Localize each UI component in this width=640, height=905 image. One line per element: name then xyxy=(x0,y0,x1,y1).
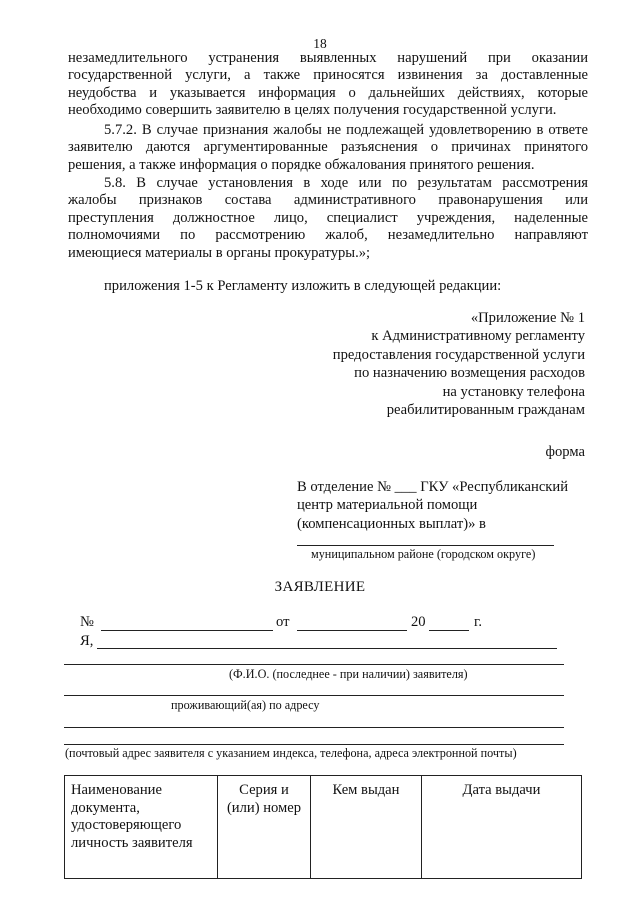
appendix-header-line: по назначению возмещения расходов xyxy=(354,365,585,382)
addressee-line: (компенсационных выплат)» в xyxy=(297,515,486,532)
appendix-statement: приложения 1-5 к Регламенту изложить в следующей редакции: xyxy=(104,278,502,294)
table-header-cell: Кем выдан xyxy=(311,776,422,879)
identity-document-table xyxy=(64,775,582,879)
paragraph-line: 5.8. В случае установления в ходе или по результатам рассмотрения xyxy=(104,175,588,191)
address-blank-line-3[interactable] xyxy=(64,744,564,745)
page-number: 18 xyxy=(313,36,327,51)
paragraph-line: полномочиями по рассмотрению жалоб, незамедлительно направляют xyxy=(68,227,588,244)
postal-caption: (почтовый адрес заявителя с указанием индекса, телефона, адреса электронной почты) xyxy=(65,746,517,760)
paragraph-5-7-2 xyxy=(68,122,588,174)
table-header-cell: Наименование документа, удостоверяющего личность заявителя xyxy=(65,776,218,879)
address-blank-line-1[interactable] xyxy=(64,695,564,696)
appendix-header-line: к Административному регламенту xyxy=(371,328,585,345)
year-blank-line[interactable] xyxy=(429,630,469,631)
name-blank-line-1[interactable] xyxy=(97,648,557,649)
i-label: Я, xyxy=(80,633,94,649)
appendix-header-line: на установку телефона xyxy=(442,383,585,400)
addressee-block xyxy=(297,478,568,533)
appendix-header-line: предоставления государственной услуги xyxy=(332,346,585,363)
year-suffix: г. xyxy=(474,614,482,630)
name-blank-line-2[interactable] xyxy=(64,664,564,665)
fio-caption: (Ф.И.О. (последнее - при наличии) заявителя) xyxy=(229,667,468,681)
paragraph-line: имеющиеся материалы в органы прокуратуры.»; xyxy=(68,244,371,261)
addressee-line: центр материальной помощи xyxy=(297,497,478,514)
paragraph-5-8 xyxy=(68,175,588,262)
intro-line: неудобства и указывается информация о дальнейших действиях, которые xyxy=(68,84,588,101)
date-from-label: от xyxy=(276,614,290,630)
table-header-cell: Серия и (или) номер xyxy=(218,776,311,879)
paragraph-line: 5.7.2. В случае признания жалобы не подлежащей удовлетворению в ответе xyxy=(104,122,588,138)
year-prefix: 20 xyxy=(411,614,426,630)
table-header-cell: Дата выдачи xyxy=(422,776,582,879)
table-header-row xyxy=(65,776,582,879)
municipality-blank-line[interactable] xyxy=(297,545,554,546)
paragraph-line: жалобы признаков состава административного правонарушения или xyxy=(68,192,588,209)
residing-caption: проживающий(ая) по адресу xyxy=(171,698,320,712)
appendix-header-line: реабилитированным гражданам xyxy=(386,402,585,419)
addressee-line: В отделение № ___ ГКУ «Республиканский xyxy=(297,479,569,495)
intro-line: необходимо совершить заявителю в целях получения государственной услуги. xyxy=(68,102,557,119)
statement-title: ЗАЯВЛЕНИЕ xyxy=(274,579,366,595)
municipality-caption: муниципальном районе (городском округе) xyxy=(311,547,536,561)
intro-line: государственной услуги, а также приносятся извинения за доставленные xyxy=(68,67,588,84)
address-blank-line-2[interactable] xyxy=(64,727,564,728)
intro-paragraph xyxy=(68,50,588,120)
intro-line: незамедлительного устранения выявленных нарушений при оказании xyxy=(68,50,588,66)
number-blank-line[interactable] xyxy=(101,630,273,631)
date-blank-line[interactable] xyxy=(297,630,407,631)
form-label: форма xyxy=(545,444,585,460)
paragraph-line: заявителю даются аргументированные разъяснения о причинах принятого xyxy=(68,139,588,156)
number-label: № xyxy=(80,614,94,630)
paragraph-line: решения, а также информация о порядке обжалования принятого решения. xyxy=(68,156,535,173)
appendix-header xyxy=(333,309,585,419)
paragraph-line: преступления должностное лицо, специалист учреждения, наделенные xyxy=(68,209,588,226)
appendix-header-line: «Приложение № 1 xyxy=(470,310,585,326)
